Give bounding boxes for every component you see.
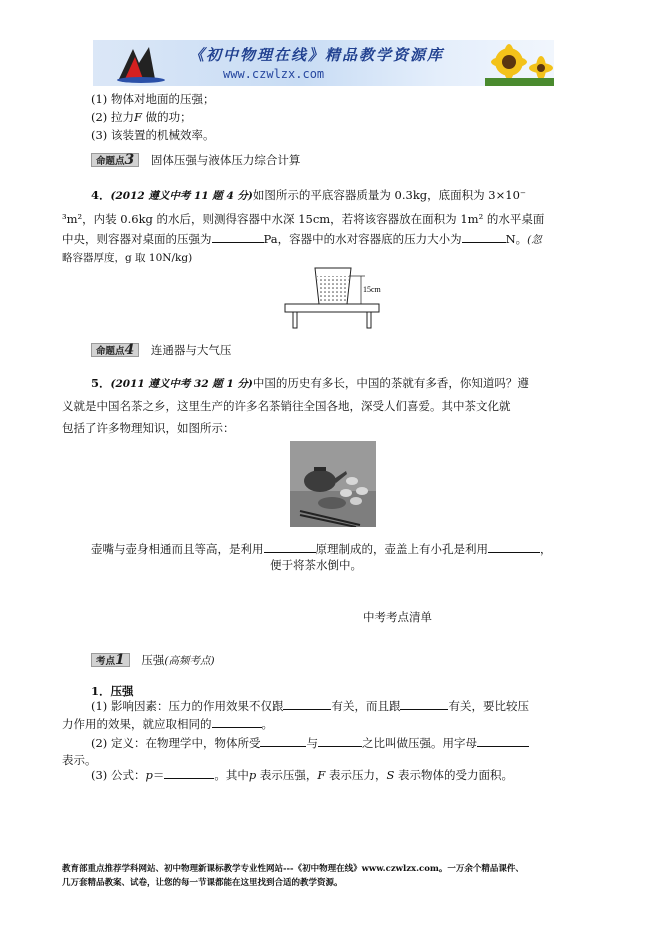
- s1-line-5: (3) 公式：p＝ 。其中p 表示压强，F 表示压力，S 表示物体的受力面积。: [91, 768, 514, 782]
- answer-blank[interactable]: [488, 541, 540, 553]
- answer-blank[interactable]: [260, 735, 306, 747]
- prev-item-3: (3) 该装置的机械效率。: [91, 128, 215, 142]
- tea-set-photo: [290, 441, 376, 527]
- answer-blank[interactable]: [164, 767, 214, 779]
- q5-number: 5．: [91, 376, 111, 390]
- answer-blank[interactable]: [212, 716, 262, 728]
- q5-line-1: 5．(2011 遵义中考 32 题 1 分)中国的历史有多长，中国的茶就有多香，你知道吗？遵: [91, 376, 529, 390]
- page-footer: [62, 862, 622, 890]
- q4-number: 4．: [91, 188, 111, 202]
- q4-line-3: 中央，则容器对桌面的压强为 Pa，容器中的水对容器底的压力大小为 N。(忽: [62, 232, 542, 246]
- s1-line-3: (2) 定义：在物理学中，物体所受 与 之比叫做压强。用字母: [91, 735, 529, 751]
- answer-blank[interactable]: [318, 735, 362, 747]
- q5-line-2: 义就是中国名茶之乡，这里生产的许多名茶销往全国各地，深受人们喜爱。其中茶文化就: [62, 399, 511, 413]
- header-banner: [93, 40, 554, 86]
- q5-line-5: 便于将茶水倒中。: [270, 558, 362, 572]
- answer-blank[interactable]: [212, 231, 264, 243]
- section-tag: 命题点4: [91, 343, 139, 357]
- q5-line-3: 包括了许多物理知识，如图所示：: [62, 421, 235, 435]
- checklist-title: 中考考点清单: [363, 610, 432, 624]
- prev-item-1: (1) 物体对地面的压强；: [91, 92, 215, 106]
- answer-blank[interactable]: [462, 231, 506, 243]
- section-title: 固体压强与液体压力综合计算: [150, 153, 301, 167]
- section-tag: 考点1: [91, 653, 130, 667]
- container-on-table-figure: [283, 262, 383, 332]
- q4-line-2: ³m²，内装 0.6kg 的水后，则测得容器中水深 15cm，若将该容器放在面积为 1m² 的水平桌面: [62, 212, 545, 226]
- s1-line-2: 力作用的效果，就应取相同的 。: [62, 717, 273, 731]
- footer-line-1: 教育部重点推荐学科网站、初中物理新课标教学专业性网站---《初中物理在线》www.czwlzx.com。一万余个精品课件、: [62, 864, 524, 874]
- s1-line-1: (1) 影响因素：压力的作用效果不仅跟 有关，而且跟 有关，要比较压: [91, 699, 529, 713]
- q4-line-4: 略容器厚度，g 取 10N/kg): [62, 252, 193, 264]
- prev-item-2: (2) 拉力F 做的功；: [91, 110, 192, 124]
- q4-line-1: 4．(2012 遵义中考 11 题 4 分)如图所示的平底容器质量为 0.3kg，底面积为 3×10⁻: [91, 188, 526, 202]
- footer-line-2: 几万套精品教案、试卷，让您的每一节课都能在这里找到合适的教学资源。: [62, 878, 343, 888]
- answer-blank[interactable]: [283, 698, 331, 710]
- kaodian-heading-1: 考点1 压强(高频考点): [91, 652, 215, 669]
- subsection-head: 1．压强: [91, 684, 134, 698]
- banner-title: 《初中物理在线》精品教学资源库: [189, 46, 445, 64]
- site-logo: [111, 43, 171, 83]
- q5-source: (2011 遵义中考 32 题 1 分): [110, 378, 253, 390]
- answer-blank[interactable]: [400, 698, 448, 710]
- section-title: 连通器与大气压: [150, 343, 232, 357]
- section-heading-4: [91, 342, 231, 358]
- banner-url: www.czwlzx.com: [223, 67, 325, 81]
- section-heading-3: [91, 152, 300, 168]
- q5-line-4: 壶嘴与壶身相通而且等高，是利用 原理制成的，壶盖上有小孔是利用 ，: [91, 542, 552, 556]
- s1-line-4: 表示。: [62, 753, 97, 767]
- q4-source: (2012 遵义中考 11 题 4 分): [110, 190, 253, 202]
- sunflower-image: [485, 40, 554, 86]
- section-tag: 命题点3: [91, 153, 139, 167]
- answer-blank[interactable]: [264, 541, 316, 553]
- answer-blank[interactable]: [477, 735, 529, 747]
- depth-label: 15cm: [363, 285, 381, 294]
